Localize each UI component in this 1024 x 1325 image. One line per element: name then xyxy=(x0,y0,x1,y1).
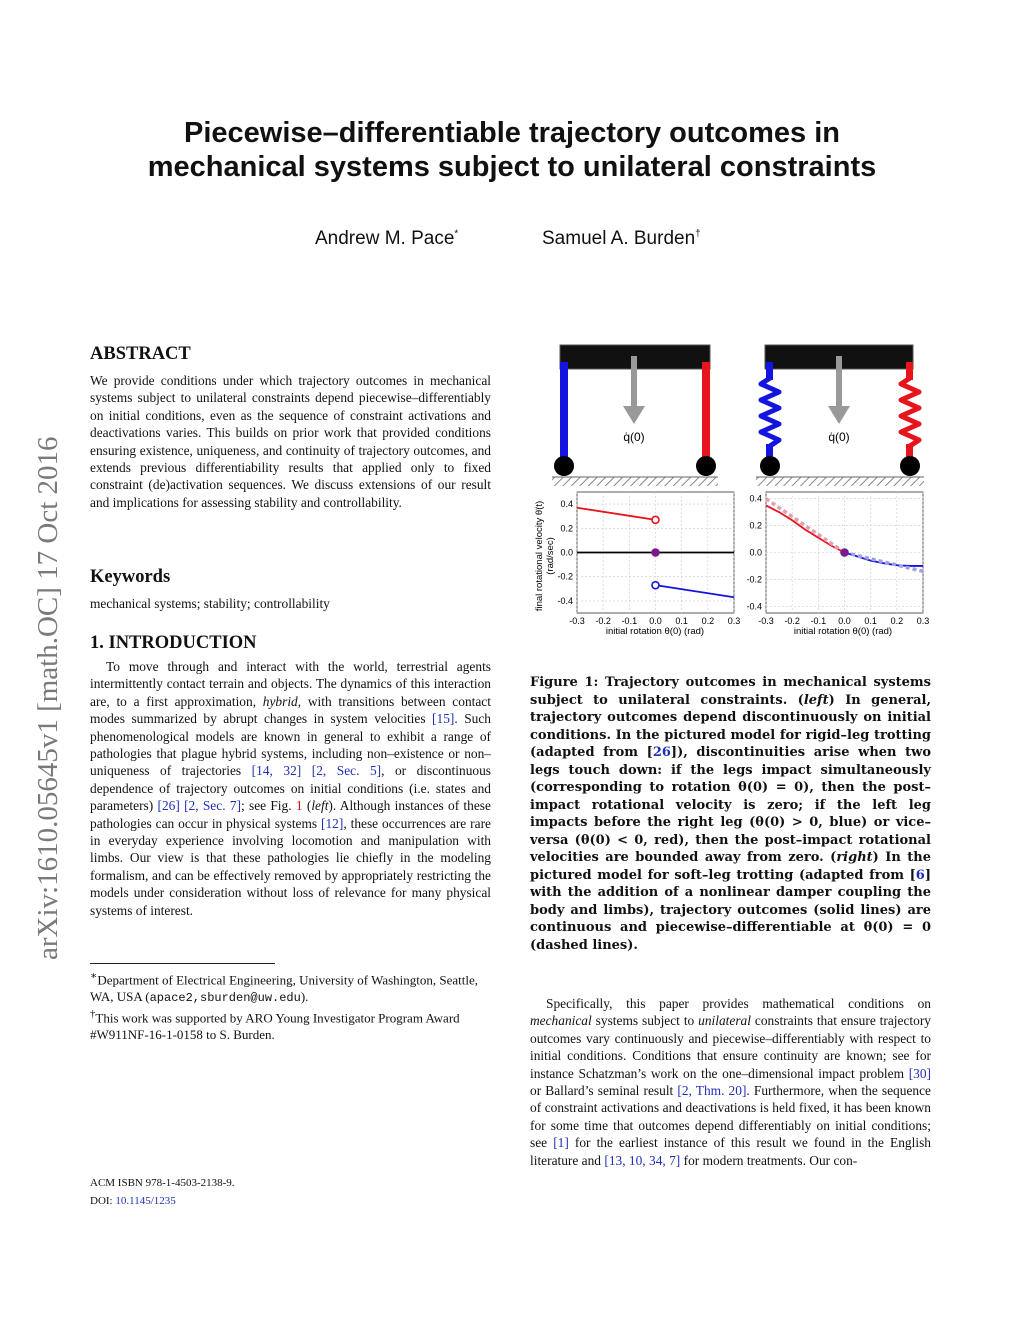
author-1-name: Andrew M. Pace xyxy=(315,228,455,249)
x-tick-label: 0.3 xyxy=(727,616,741,626)
foot-right xyxy=(696,456,716,476)
data-marker xyxy=(652,582,659,589)
x-tick-label: -0.1 xyxy=(810,616,827,626)
soft-foot-left xyxy=(760,456,780,476)
email-link[interactable]: apace2,sburden@uw.edu xyxy=(149,990,301,1005)
paper-title xyxy=(0,116,1024,184)
x-tick-label: 0.1 xyxy=(675,616,688,626)
y-tick-label: 0.0 xyxy=(749,547,762,558)
abstract-section xyxy=(90,344,491,511)
qdot-label-right: q̇(0) xyxy=(828,430,850,444)
author-1 xyxy=(315,228,458,250)
x-tick-label: -0.2 xyxy=(595,616,611,626)
y-tick-label: 0.4 xyxy=(560,499,573,510)
ground-hatch-left xyxy=(552,477,718,486)
foot-left xyxy=(554,456,574,476)
y-axis-label-line2: (rad/sec) xyxy=(545,537,556,575)
abstract-heading: ABSTRACT xyxy=(90,344,191,364)
citation-link[interactable]: [1] xyxy=(553,1135,569,1151)
figure-1 xyxy=(530,340,940,640)
keywords-text: mechanical systems; stability; controllability xyxy=(90,596,330,611)
x-tick-label: -0.3 xyxy=(758,616,774,626)
citation-link[interactable]: [13, 10, 34, 7] xyxy=(604,1152,681,1168)
intro-heading: 1. INTRODUCTION xyxy=(90,633,257,653)
body-paragraph: Specifically, this paper provides mathematical conditions on mechanical systems subject to unilateral constraints that ensure trajectory outcomes vary continuously and piecewise–differentiably with respect to initial conditions. Conditions that ensure continuity are known; see for instance Schatzman’s work on the one–dimensional impact problem [30] or Ballard’s seminal result [2, Thm. 20]. Furthermore, when the sequence of constraint activations and deactivations is held fixed, it has been known for some time that outcomes depend differentiably on initial conditions; see [1] for the earliest instance of this result we found in the English literature and [13, 10, 34, 7] for modern treatments. Our con- xyxy=(530,996,931,1168)
plot-right xyxy=(746,492,929,626)
y-tick-label: 0.2 xyxy=(560,523,573,534)
keywords-heading: Keywords xyxy=(90,567,171,587)
data-marker xyxy=(841,549,848,556)
x-tick-label: -0.1 xyxy=(621,616,638,626)
keywords-section xyxy=(90,567,491,612)
citation-link[interactable]: [15] xyxy=(432,711,455,727)
citation-link[interactable]: 26 xyxy=(652,745,671,760)
citation-link[interactable]: [12] xyxy=(321,815,344,831)
citation-link[interactable]: [14, 32] xyxy=(251,763,302,779)
plot-left xyxy=(557,492,740,626)
citation-link[interactable]: [2, Thm. 20] xyxy=(677,1083,747,1099)
blue-leg xyxy=(560,362,568,466)
red-leg xyxy=(702,362,710,466)
y-tick-label: -0.4 xyxy=(557,595,573,606)
soft-leg-model xyxy=(756,345,924,486)
y-tick-label: 0.0 xyxy=(560,547,573,558)
right-column-text xyxy=(530,995,931,1169)
x-tick-label: 0.3 xyxy=(916,616,930,626)
introduction-section xyxy=(90,633,491,919)
y-tick-label: 0.4 xyxy=(749,493,762,504)
author-2-name: Samuel A. Burden xyxy=(542,228,696,249)
citation-link[interactable]: [30] xyxy=(908,1065,931,1081)
data-marker xyxy=(652,516,659,523)
citation-link[interactable]: [2, Sec. 5] xyxy=(311,763,382,779)
citation-link[interactable]: [2, Sec. 7] xyxy=(184,798,241,814)
abstract-text: We provide conditions under which trajectory outcomes in mechanical systems subject to unilateral constraints depend piecewise–differentiably on initial conditions, even as the sequence of constraint activations and deactivations varies. This builds on prior work that provided conditions ensuring existence, uniqueness, and continuity of trajectory outcomes, and extends previous differentiability results that applied only to fixed constraint (de)activation sequences. We discuss extensions of our result and implications for assessing stability and controllability. xyxy=(90,373,491,510)
x-tick-label: 0.0 xyxy=(838,616,851,626)
x-axis-label-left: initial rotation θ(0) (rad) xyxy=(605,626,705,637)
velocity-arrow-shaft xyxy=(631,356,637,408)
doi-line: DOI: 10.1145/1235 xyxy=(90,1195,176,1207)
intro-paragraph: To move through and interact with the world, terrestrial agents intermittently contact terrain and objects. The dynamics of this interaction are, to a first approximation, hybrid, with transitions between contact modes summarized by abrupt changes in system velocities [15]. Such phenomenological models are known in general to exhibit a range of pathologies that plague hybrid systems, including non–existence or non–uniqueness of trajectories [14, 32] [2, Sec. 5], or discontinuous dependence of trajectory outcomes on initial conditions (i.e. states and parameters) [26] [2, Sec. 7]; see Fig. 1 (left). Although instances of these pathologies can occur in physical systems [12], these occurrences are rare in everyday experience involving locomotion and manipulation with limbs. Our view is that these pathologies lie chiefly in the modeling formalism, and can be effectively removed by appropriately restricting the models under consideration without loss of relevance for many physical systems of interest. xyxy=(90,659,491,918)
x-tick-label: 0.2 xyxy=(701,616,715,626)
rigid-leg-model xyxy=(552,345,718,486)
doi-link[interactable]: 10.1145/1235 xyxy=(115,1195,176,1207)
title-line-1: Piecewise–differentiable trajectory outcomes in xyxy=(184,117,840,149)
y-axis-label-line1: final rotational velocity θ̇(t) xyxy=(534,500,545,612)
x-tick-label: 0.2 xyxy=(890,616,904,626)
x-tick-label: 0.1 xyxy=(864,616,877,626)
qdot-label-left: q̇(0) xyxy=(623,430,645,444)
footnote-2: †This work was supported by ARO Young Investigator Program Award #W911NF-16-1-0158 to S. Burden. xyxy=(90,1008,460,1043)
footnotes xyxy=(90,968,491,1044)
x-tick-label: 0.0 xyxy=(649,616,662,626)
figure-ref-link[interactable]: 1 xyxy=(295,798,303,814)
y-tick-label: -0.2 xyxy=(557,571,573,582)
citation-link[interactable]: 6 xyxy=(915,867,925,883)
x-axis-label-right: initial rotation θ(0) (rad) xyxy=(793,626,893,637)
author-1-mark: * xyxy=(454,228,459,240)
figure-caption: Figure 1: Trajectory outcomes in mechanical systems subject to unilateral constraints. (left) In general, trajectory outcomes depend discontinuously on initial conditions. In the pictured model for rigid–leg trotting (adapted from [26]), discontinuities arise when two legs touch down: if the legs impact simultaneously (corresponding to rotation θ(0) = 0), then the post–impact rotational velocity is zero; if the left leg impacts before the right leg (θ(0) > 0, blue) or vice–versa (θ(0) < 0, red), then the post–impact rotational velocities are bounded away from zero. (right) In the pictured model for soft–leg trotting (adapted from [6] with the addition of a nonlinear damper coupling the body and limbs), trajectory outcomes (solid lines) are continuous and piecewise–differentiable at θ(0) = 0 (dashed lines). xyxy=(530,675,932,953)
y-tick-label: 0.2 xyxy=(749,520,762,531)
velocity-arrow-head xyxy=(623,406,645,424)
footnote-1: ∗Department of Electrical Engineering, University of Washington, Seattle, WA, USA (apace2,sburden@uw.edu). xyxy=(90,970,479,1005)
blue-spring xyxy=(761,378,779,446)
isbn: ACM ISBN 978-1-4503-2138-9. xyxy=(90,1177,235,1189)
arxiv-stamp: arXiv:1610.05645v1 [math.OC] 17 Oct 2016 xyxy=(32,436,64,960)
footnote-rule xyxy=(90,963,275,964)
title-line-2: mechanical systems subject to unilateral constraints xyxy=(147,151,877,183)
x-tick-label: -0.2 xyxy=(784,616,800,626)
y-tick-label: -0.2 xyxy=(746,574,762,585)
citation-link[interactable]: [26] xyxy=(157,798,180,814)
author-2 xyxy=(542,228,701,250)
red-spring xyxy=(901,378,919,446)
x-tick-label: -0.3 xyxy=(569,616,585,626)
data-marker xyxy=(652,549,659,556)
author-2-mark: † xyxy=(695,228,701,240)
soft-foot-right xyxy=(900,456,920,476)
y-tick-label: -0.4 xyxy=(746,601,762,612)
ground-hatch-right xyxy=(756,477,924,486)
